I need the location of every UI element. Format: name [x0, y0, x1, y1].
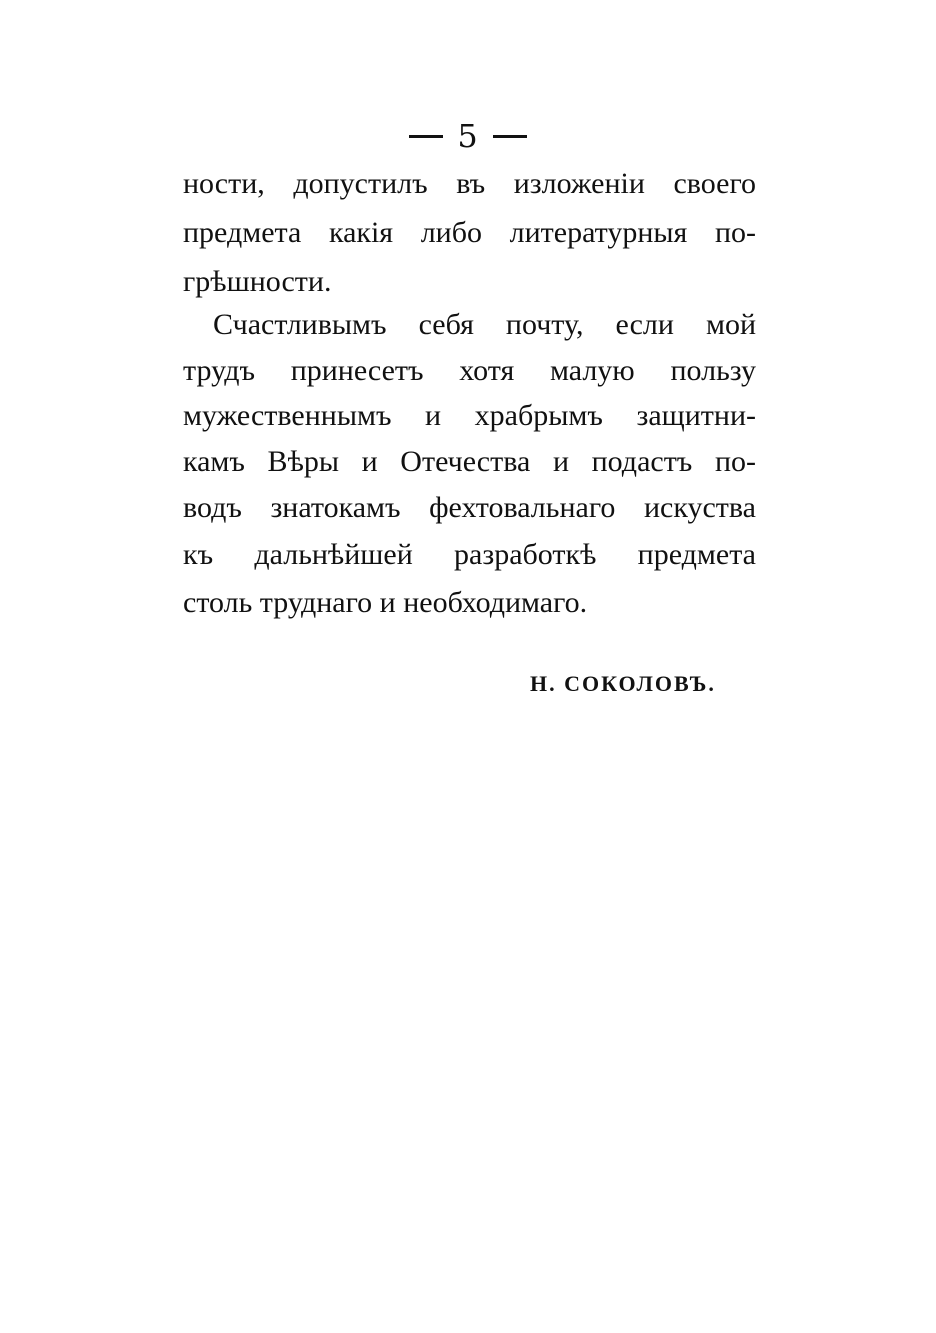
- text-line: предмета какія либо литературныя по-: [183, 216, 756, 249]
- text-line: ности, допустилъ въ изложеніи своего: [183, 167, 756, 200]
- text-line: мужественнымъ и храбрымъ защитни-: [183, 399, 756, 432]
- text-line: грѣшности.: [183, 265, 332, 298]
- author-signature: Н. СОКОЛОВЪ.: [530, 671, 716, 696]
- text-line: столь труднаго и необходимаго.: [183, 586, 588, 619]
- text-line: водъ знатокамъ фехтовальнаго искуства: [183, 491, 756, 524]
- text-line: къ дальнѣйшей разработкѣ предмета: [183, 538, 756, 571]
- page-number-header: [0, 112, 936, 160]
- text-line: камъ Вѣры и Отечества и подастъ по-: [183, 445, 756, 478]
- right-dash: [493, 135, 527, 138]
- page-number: 5: [457, 117, 479, 155]
- text-line: Счастливымъ себя почту, если мой: [213, 308, 756, 341]
- text-line: трудъ принесетъ хотя малую пользу: [183, 354, 756, 387]
- left-dash: [409, 135, 443, 138]
